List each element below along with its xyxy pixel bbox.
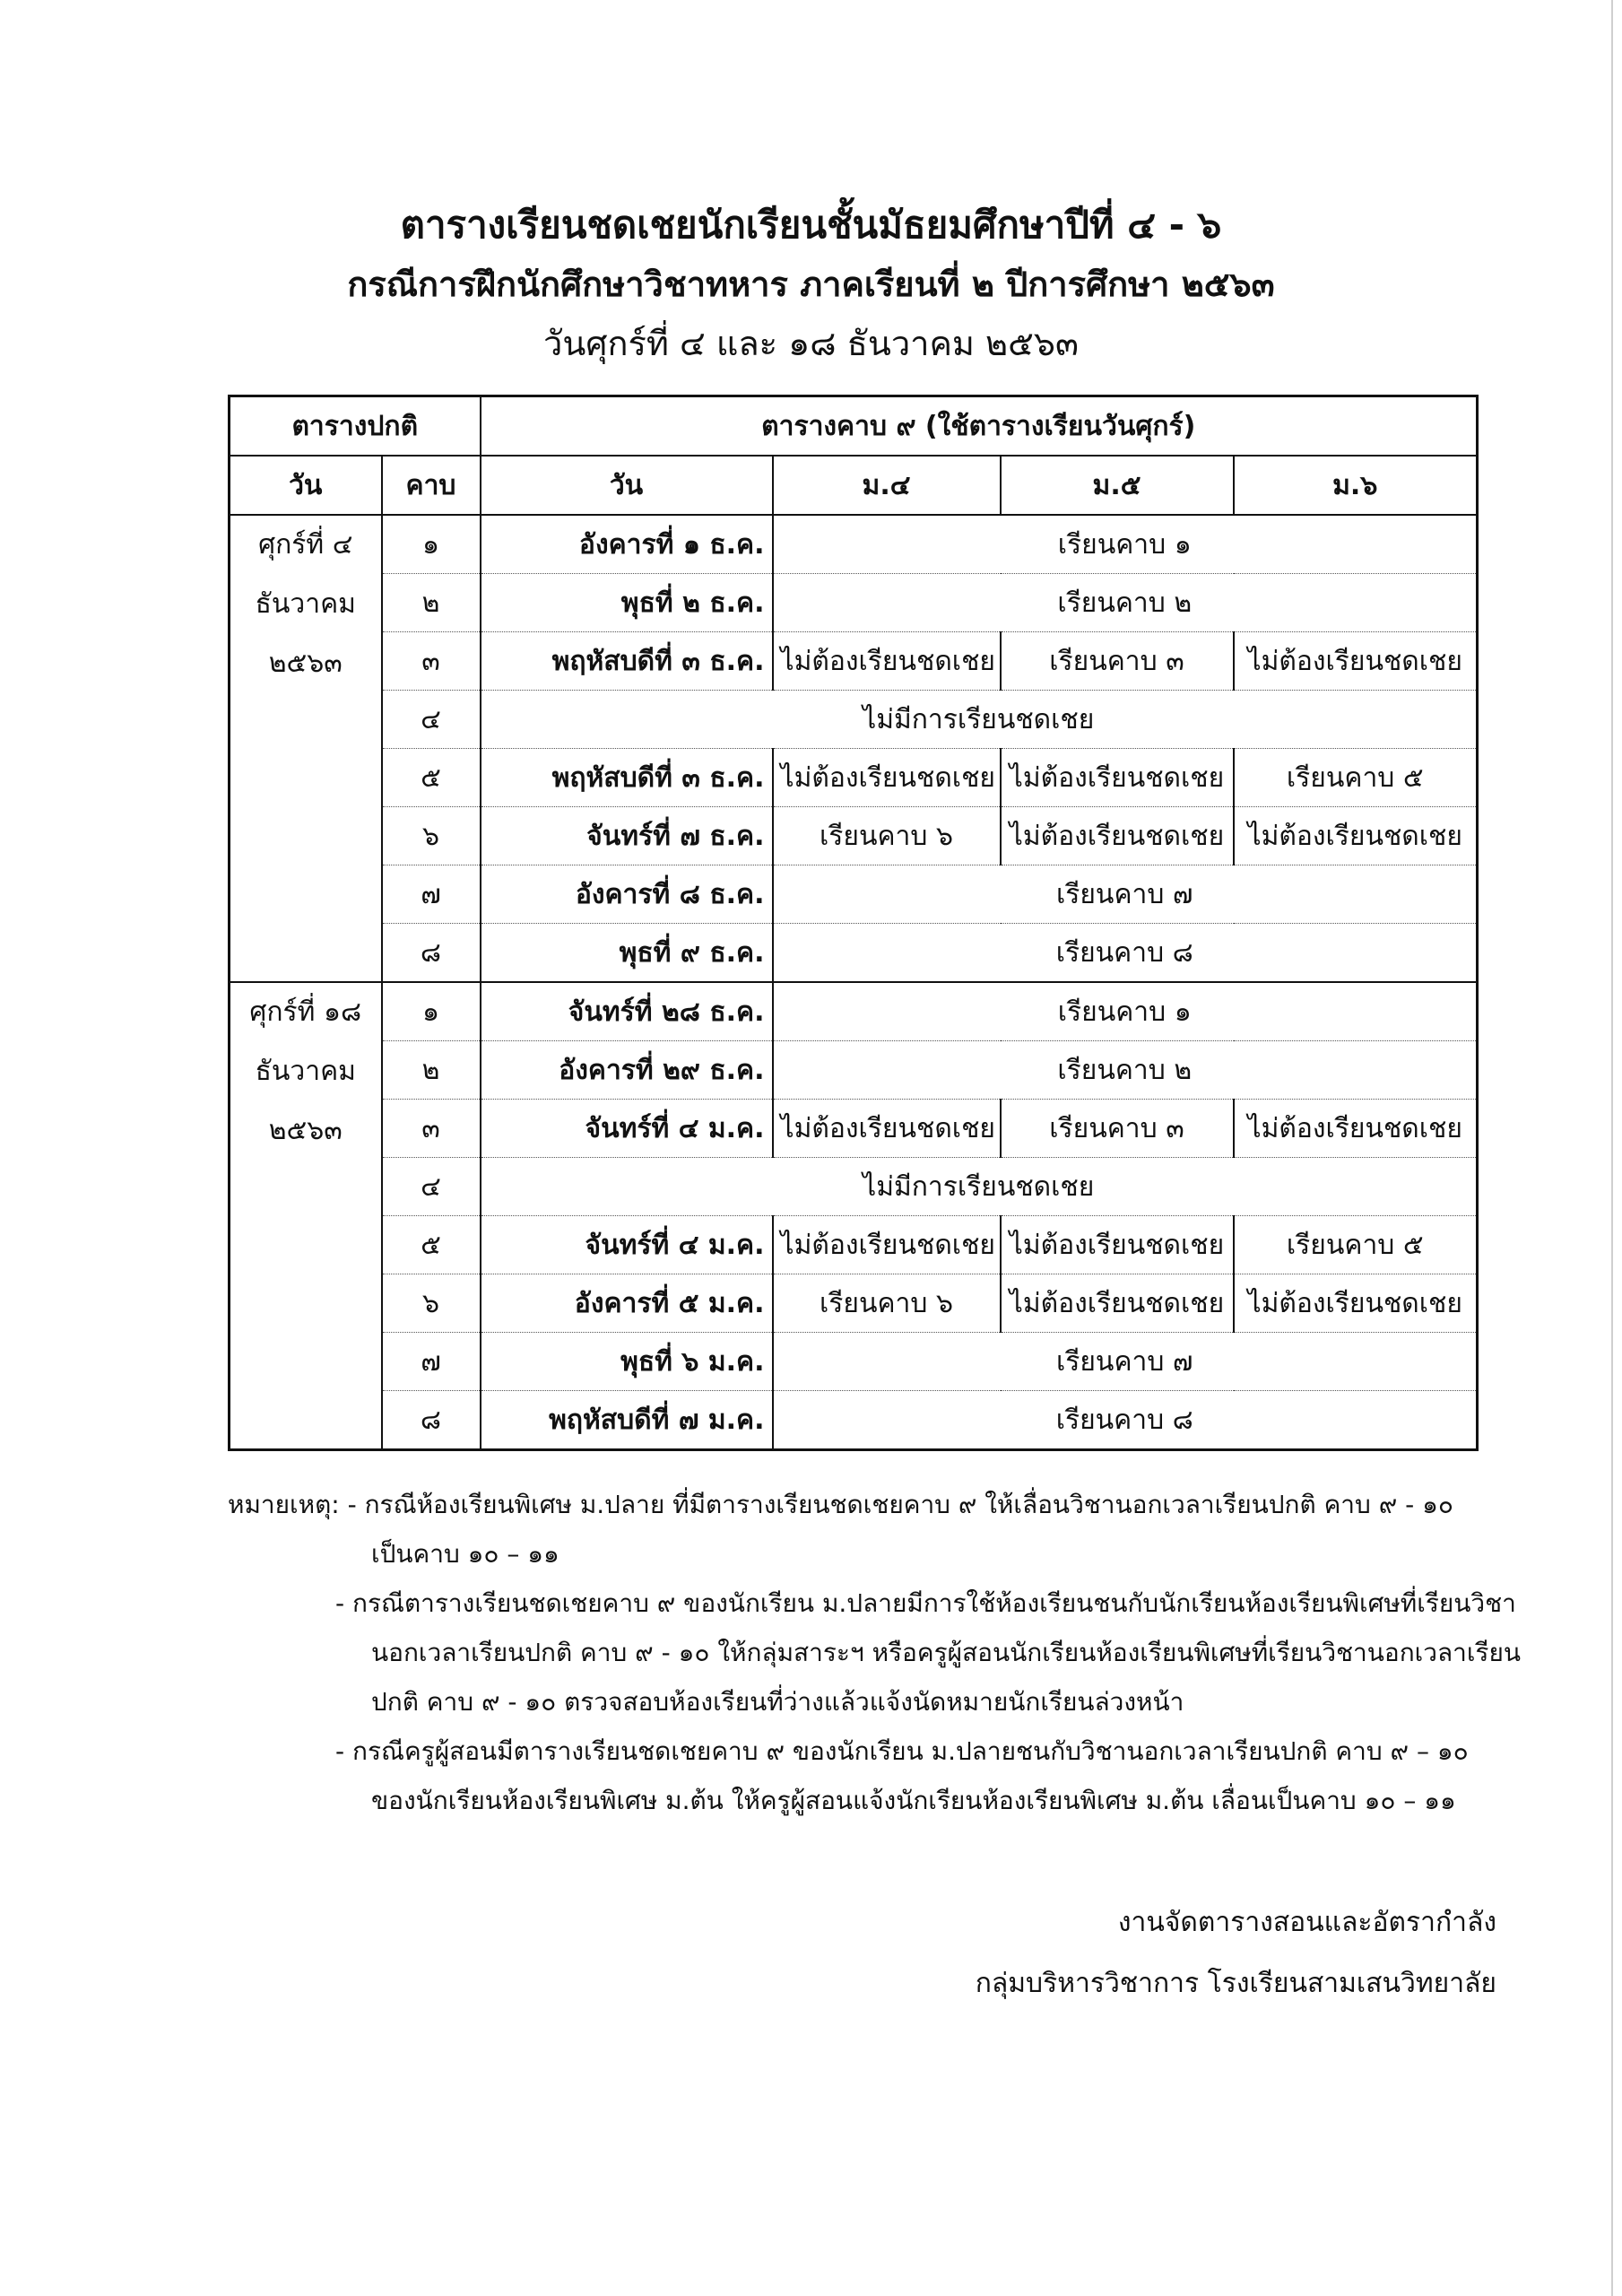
day-line-1: ศุกร์ที่ ๔	[258, 529, 353, 561]
header-normal-schedule: ตารางปกติ	[230, 396, 481, 457]
makeup-date-cell: อังคารที่ ๘ ธ.ค.	[481, 865, 773, 924]
makeup-date-cell: พฤหัสบดีที่ ๗ ม.ค.	[481, 1391, 773, 1450]
period-cell: ๔	[382, 1158, 481, 1216]
period-cell: ๑	[382, 982, 481, 1041]
table-row	[230, 1216, 1478, 1274]
m6-cell: ไม่ต้องเรียนชดเชย	[1234, 1274, 1478, 1333]
makeup-date-cell: พฤหัสบดีที่ ๓ ธ.ค.	[481, 632, 773, 691]
makeup-date-cell: อังคารที่ ๑ ธ.ค.	[481, 515, 773, 574]
col-header-period: คาบ	[382, 456, 481, 515]
note-1-line-2: เป็นคาบ ๑๐ – ๑๑	[371, 1539, 559, 1569]
day-line-2: ธันวาคม	[255, 1056, 356, 1087]
makeup-date-cell: จันทร์ที่ ๗ ธ.ค.	[481, 807, 773, 865]
note-2-line-3: ปกติ คาบ ๙ - ๑๐ ตรวจสอบห้องเรียนที่ว่างแล้วแจ้งนัดหมายนักเรียนล่วงหน้า	[371, 1687, 1184, 1717]
table-row	[230, 807, 1478, 865]
m6-cell: ไม่ต้องเรียนชดเชย	[1234, 1100, 1478, 1158]
table-row	[230, 1391, 1478, 1450]
m4-cell: เรียนคาบ ๖	[773, 807, 1001, 865]
note-2-line-2: นอกเวลาเรียนปกติ คาบ ๙ - ๑๐ ให้กลุ่มสาระฯ หรือครูผู้สอนนักเรียนห้องเรียนพิเศษที่เรียนวิชานอกเวลาเรียน	[371, 1638, 1522, 1667]
m6-cell: เรียนคาบ ๕	[1234, 749, 1478, 807]
period-cell: ๗	[382, 1333, 481, 1391]
notes-label: หมายเหตุ:	[228, 1490, 340, 1519]
table-row	[230, 982, 1478, 1041]
period-cell: ๘	[382, 924, 481, 983]
period-cell: ๗	[382, 865, 481, 924]
document-date-line: วันศุกร์ที่ ๔ และ ๑๘ ธันวาคม ๒๕๖๓	[543, 324, 1079, 363]
day-line-3: ๒๕๖๓	[268, 1115, 343, 1146]
makeup-date-cell: พุธที่ ๖ ม.ค.	[481, 1333, 773, 1391]
notes-section	[228, 1480, 1522, 1825]
all-grades-cell: เรียนคาบ ๒	[773, 574, 1478, 632]
note-2-line-1: - กรณีตารางเรียนชดเชยคาบ ๙ ของนักเรียน ม.ปลายมีการใช้ห้องเรียนชนกับนักเรียนห้องเรียนพิเศษที่เรียนวิชา	[335, 1588, 1516, 1618]
period-cell: ๖	[382, 1274, 481, 1333]
header-period9-schedule: ตารางคาบ ๙ (ใช้ตารางเรียนวันศุกร์)	[481, 396, 1478, 457]
m5-cell: ไม่ต้องเรียนชดเชย	[1001, 1216, 1234, 1274]
note-1-line-1: - กรณีห้องเรียนพิเศษ ม.ปลาย ที่มีตารางเรียนชดเชยคาบ ๙ ให้เลื่อนวิชานอกเวลาเรียนปกติ คาบ ๙ - ๑๐	[347, 1490, 1453, 1519]
m5-cell: เรียนคาบ ๓	[1001, 632, 1234, 691]
table-row	[230, 1158, 1478, 1216]
table-row	[230, 691, 1478, 749]
day-line-1: ศุกร์ที่ ๑๘	[249, 996, 362, 1028]
period-cell: ๒	[382, 1041, 481, 1100]
all-grades-cell: เรียนคาบ ๑	[773, 982, 1478, 1041]
col-header-m6: ม.๖	[1234, 456, 1478, 515]
no-makeup-cell: ไม่มีการเรียนชดเชย	[481, 1158, 1478, 1216]
document-subtitle: กรณีการฝึกนักศึกษาวิชาทหาร ภาคเรียนที่ ๒ ปีการศึกษา ๒๕๖๓	[347, 265, 1275, 304]
period-cell: ๕	[382, 1216, 481, 1274]
makeup-date-cell: พฤหัสบดีที่ ๓ ธ.ค.	[481, 749, 773, 807]
all-grades-cell: เรียนคาบ ๘	[773, 1391, 1478, 1450]
m4-cell: เรียนคาบ ๖	[773, 1274, 1001, 1333]
table-row	[230, 632, 1478, 691]
period-cell: ๓	[382, 1100, 481, 1158]
table-row	[230, 1041, 1478, 1100]
schedule-body	[230, 515, 1478, 1450]
period-cell: ๘	[382, 1391, 481, 1450]
table-row	[230, 515, 1478, 574]
makeup-date-cell: จันทร์ที่ ๔ ม.ค.	[481, 1216, 773, 1274]
signature-line-2: กลุ่มบริหารวิชาการ โรงเรียนสามเสนวิทยาลัย	[975, 1968, 1496, 1999]
all-grades-cell: เรียนคาบ ๗	[773, 1333, 1478, 1391]
document-title: ตารางเรียนชดเชยนักเรียนชั้นมัธยมศึกษาปีที่ ๔ - ๖	[400, 203, 1222, 247]
m5-cell: ไม่ต้องเรียนชดเชย	[1001, 807, 1234, 865]
period-cell: ๕	[382, 749, 481, 807]
all-grades-cell: เรียนคาบ ๗	[773, 865, 1478, 924]
signature-line-1: งานจัดตารางสอนและอัตรากำลัง	[1117, 1907, 1496, 1938]
period-cell: ๔	[382, 691, 481, 749]
makeup-date-cell: จันทร์ที่ ๒๘ ธ.ค.	[481, 982, 773, 1041]
makeup-date-cell: อังคารที่ ๕ ม.ค.	[481, 1274, 773, 1333]
table-header-row-2	[230, 456, 1478, 515]
table-row	[230, 1100, 1478, 1158]
no-makeup-cell: ไม่มีการเรียนชดเชย	[481, 691, 1478, 749]
table-row	[230, 749, 1478, 807]
schedule-table	[228, 395, 1479, 1451]
table-row	[230, 1333, 1478, 1391]
col-header-day: วัน	[230, 456, 382, 515]
period-cell: ๖	[382, 807, 481, 865]
table-row	[230, 574, 1478, 632]
table-row	[230, 865, 1478, 924]
m4-cell: ไม่ต้องเรียนชดเชย	[773, 1216, 1001, 1274]
all-grades-cell: เรียนคาบ ๑	[773, 515, 1478, 574]
col-header-m4: ม.๔	[773, 456, 1001, 515]
makeup-date-cell: อังคารที่ ๒๙ ธ.ค.	[481, 1041, 773, 1100]
note-3-line-1: - กรณีครูผู้สอนมีตารางเรียนชดเชยคาบ ๙ ของนักเรียน ม.ปลายชนกับวิชานอกเวลาเรียนปกติ คาบ ๙ – ๑๐	[335, 1736, 1469, 1766]
m5-cell: เรียนคาบ ๓	[1001, 1100, 1234, 1158]
col-header-m5: ม.๕	[1001, 456, 1234, 515]
document-header	[0, 196, 1622, 373]
period-cell: ๑	[382, 515, 481, 574]
all-grades-cell: เรียนคาบ ๒	[773, 1041, 1478, 1100]
day-cell	[230, 982, 382, 1450]
m4-cell: ไม่ต้องเรียนชดเชย	[773, 749, 1001, 807]
table-header-row-1	[230, 396, 1478, 457]
m6-cell: ไม่ต้องเรียนชดเชย	[1234, 632, 1478, 691]
day-cell	[230, 515, 382, 982]
m5-cell: ไม่ต้องเรียนชดเชย	[1001, 749, 1234, 807]
col-header-day2: วัน	[481, 456, 773, 515]
makeup-date-cell: พุธที่ ๒ ธ.ค.	[481, 574, 773, 632]
all-grades-cell: เรียนคาบ ๘	[773, 924, 1478, 983]
table-row	[230, 1274, 1478, 1333]
m5-cell: ไม่ต้องเรียนชดเชย	[1001, 1274, 1234, 1333]
m6-cell: เรียนคาบ ๕	[1234, 1216, 1478, 1274]
period-cell: ๒	[382, 574, 481, 632]
note-3-line-2: ของนักเรียนห้องเรียนพิเศษ ม.ต้น ให้ครูผู้สอนแจ้งนักเรียนห้องเรียนพิเศษ ม.ต้น เลื่อนเป็นคาบ ๑๐ – ๑๑	[371, 1786, 1456, 1815]
table-row	[230, 924, 1478, 983]
m6-cell: ไม่ต้องเรียนชดเชย	[1234, 807, 1478, 865]
period-cell: ๓	[382, 632, 481, 691]
day-line-2: ธันวาคม	[255, 588, 356, 620]
makeup-date-cell: พุธที่ ๙ ธ.ค.	[481, 924, 773, 983]
m4-cell: ไม่ต้องเรียนชดเชย	[773, 1100, 1001, 1158]
m4-cell: ไม่ต้องเรียนชดเชย	[773, 632, 1001, 691]
signature-block	[976, 1892, 1496, 2014]
day-line-3: ๒๕๖๓	[268, 648, 343, 679]
makeup-date-cell: จันทร์ที่ ๔ ม.ค.	[481, 1100, 773, 1158]
